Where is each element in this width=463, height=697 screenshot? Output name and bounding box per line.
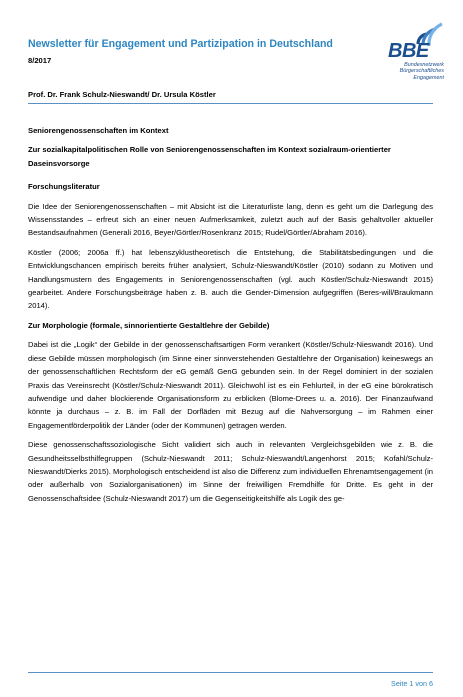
- bbe-logo: [382, 18, 444, 82]
- paragraph: Die Idee der Seniorengenossenschaften – mit Absicht ist die Literaturliste lang, denn es geht um die Darlegung des Wissensstandes – erfreut sich an einer neuen Aufmerksamkeit, zuletzt auch auf der Basis gehaltvoller aktueller Bestandsaufnahmen (Generali 2016, Beyer/Görtler/Rosenkranz 2015; Rudel/Görtler/Abraham 2016).: [28, 201, 433, 238]
- issue-number: 8/2017: [28, 56, 52, 65]
- paragraph: Dabei ist die „Logik“ der Gebilde in der genossenschaftsartigen Form verankert (Köstler/Schulz-Nieswandt 2016). Und diese Gebilde müssen morphologisch (im Sinne einer sinnverstehenden Gestaltlehre der Organisation) keineswegs an der genossenschaftlichen Rechtsform der eG gemäß GenG gebunden sein. In der Regel dominiert in der sozialen Praxis das Vereinsrecht (Köstler/Schulz-Nieswandt 2011). Gleichwohl ist es ein Fehlurteil, in der eG eine bürokratisch aufwendige und daher blockierende Organisationsform zu erblicken (Blome-Drees u. a. 2016). Der Finanzaufwand könnte ja durchaus – z. B. im Fall der Dorfläden mit Bezug auf die Nahversorgung – im Rahmen einer Engagementförderpolitik der Länder (oder der Kommunen) getragen werden.: [28, 340, 433, 430]
- newsletter-title: Newsletter für Engagement und Partizipation in Deutschland: [28, 38, 333, 50]
- paragraph: Köstler (2006; 2006a ff.) hat lebenszyklustheoretisch die Entstehung, die Stabilitätsbedingungen und die Entwicklungschancen empirisch bereits früher analysiert, Schulz-Nieswandt/Köstler (2010) sodann zu Motiven und Handlungsmustern des Engagements in Seniorengenossenschaften (vgl. auch Köstler/Schulz-Nieswandt 2015) gearbeitet. Andere Forschungsbeiträge haben z. B. auch die Gender-Dimension aufgegriffen (Beres-will/Braukmann 2014).: [28, 247, 433, 311]
- paragraph: Diese genossenschaftssoziologische Sicht validiert sich auch in relevanten Vergleichsgebilden wie z. B. die Gesundheitsselbsthilfegruppen (Schulz-Nieswandt 2011; Schulz-Nieswandt/Langenhorst 2015; Kofahl/Schulz-Nieswandt/Dierks 2015). Morphologisch entscheidend ist also die Differenz zum individuellen Ehrenamtsengagement (in oder außerhalb von Sozialorganisationen) im Sinne der freiwilligen Fremdhilfe für Dritte. Es geht in der Genossenschaftsidee (Schulz-Nieswandt 2017) um die Gegenseitigkeitshilfe als Logik des ge-: [28, 440, 433, 503]
- section-heading: Zur Morphologie (formale, sinnorientierte Gestaltlehre der Gebilde): [28, 320, 270, 330]
- section-heading: Forschungsliteratur: [28, 182, 100, 192]
- page-number: Seite 1 von 6: [391, 679, 433, 688]
- logo-subtitle-line: Engagement: [413, 74, 444, 81]
- header-divider: [28, 103, 433, 104]
- logo-subtitle-line: Bundesnetzwerk: [404, 62, 444, 68]
- logo-subtitle-line: Bürgerschaftliches: [399, 68, 444, 75]
- logo-wordmark: BBE: [388, 40, 429, 62]
- article-subtitle: Zur sozialkapitalpolitischen Rolle von Seniorengenossenschaften im Kontext sozialraum-orientierter Daseinsvorsorge: [28, 145, 391, 168]
- article-title: Seniorengenossenschaften im Kontext: [28, 126, 169, 135]
- footer-divider: [28, 672, 433, 673]
- logo-subtitle: [374, 62, 444, 81]
- authors: Prof. Dr. Frank Schulz-Nieswandt/ Dr. Ursula Köstler: [28, 90, 216, 99]
- article-body: [28, 124, 433, 511]
